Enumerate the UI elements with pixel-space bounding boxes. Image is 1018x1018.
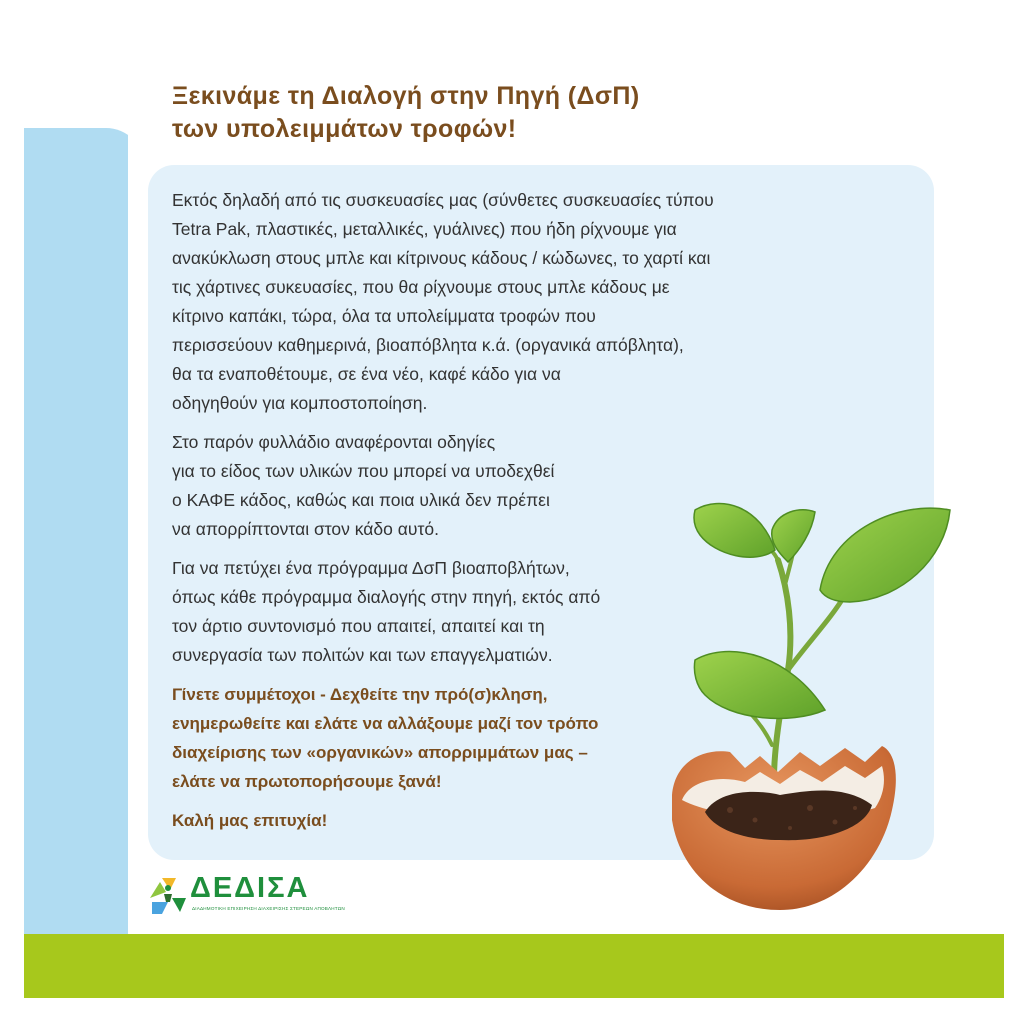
text-line: ανακύκλωση στους μπλε και κίτρινους κάδους / κώδωνες, το χαρτί και bbox=[172, 248, 711, 268]
text-line: Tetra Pak, πλαστικές, μεταλλικές, γυάλινες) που ήδη ρίχνουμε για bbox=[172, 219, 677, 239]
bottom-green-band bbox=[24, 934, 1004, 998]
text-line: Εκτός δηλαδή από τις συσκευασίες μας (σύνθετες συσκευασίες τύπου bbox=[172, 190, 714, 210]
text-line: Γίνετε συμμέτοχοι - Δεχθείτε την πρό(σ)κληση, bbox=[172, 685, 548, 704]
text-line: κίτρινο καπάκι, τώρα, όλα τα υπολείμματα τροφών που bbox=[172, 306, 596, 326]
text-line: θα τα εναποθέτουμε, σε ένα νέο, καφέ κάδο για να bbox=[172, 364, 561, 384]
leaf bbox=[820, 508, 950, 602]
text-line: περισσεύουν καθημερινά, βιοαπόβλητα κ.ά. (οργανικά απόβλητα), bbox=[172, 335, 684, 355]
recycle-mark-icon bbox=[146, 868, 190, 918]
left-blue-band bbox=[24, 128, 144, 948]
text-line: συνεργασία των πολιτών και των επαγγελματιών. bbox=[172, 645, 553, 665]
leaf bbox=[772, 510, 815, 562]
title-line: των υπολειμμάτων τροφών! bbox=[172, 115, 517, 143]
text-line: για το είδος των υλικών που μπορεί να υποδεχθεί bbox=[172, 461, 555, 481]
page-title bbox=[172, 80, 640, 146]
text-line: οδηγηθούν για κομποστοποίηση. bbox=[172, 393, 428, 413]
dedisa-logo bbox=[146, 868, 346, 922]
text-line: διαχείρισης των «οργανικών» απορριμμάτων μας – bbox=[172, 743, 588, 762]
text-line: Για να πετύχει ένα πρόγραμμα ΔσΠ βιοαποβλήτων, bbox=[172, 558, 570, 578]
title-line: Ξεκινάμε τη Διαλογή στην Πηγή (ΔσΠ) bbox=[172, 82, 640, 110]
seedling-eggshell-illustration bbox=[660, 490, 960, 920]
text-line: Καλή μας επιτυχία! bbox=[172, 811, 328, 830]
logo-tagline: ΔΙΑΔΗΜΟΤΙΚΗ ΕΠΙΧΕΙΡΗΣΗ ΔΙΑΧΕΙΡΙΣΗΣ ΣΤΕΡΕΩΝ ΑΠΟΒΛΗΤΩΝ bbox=[192, 906, 345, 911]
leaf bbox=[694, 503, 775, 557]
leaf bbox=[694, 652, 825, 719]
text-line: ο ΚΑΦΕ κάδος, καθώς και ποια υλικά δεν πρέπει bbox=[172, 490, 550, 510]
text-line: τις χάρτινες συκευασίες, που θα ρίχνουμε στους μπλε κάδους με bbox=[172, 277, 670, 297]
text-line: ενημερωθείτε και ελάτε να αλλάξουμε μαζί τον τρόπο bbox=[172, 714, 599, 733]
text-line: όπως κάθε πρόγραμμα διαλογής στην πηγή, εκτός από bbox=[172, 587, 601, 607]
logo-name: ΔΕΔΙΣΑ bbox=[190, 872, 310, 904]
text-line: ελάτε να πρωτοπορήσουμε ξανά! bbox=[172, 772, 442, 791]
intro-paragraph bbox=[172, 186, 912, 418]
text-line: να απορρίπτονται στον κάδο αυτό. bbox=[172, 519, 439, 539]
text-line: Στο παρόν φυλλάδιο αναφέρονται οδηγίες bbox=[172, 432, 496, 452]
text-line: τον άρτιο συντονισμό που απαιτεί, απαιτεί και τη bbox=[172, 616, 545, 636]
